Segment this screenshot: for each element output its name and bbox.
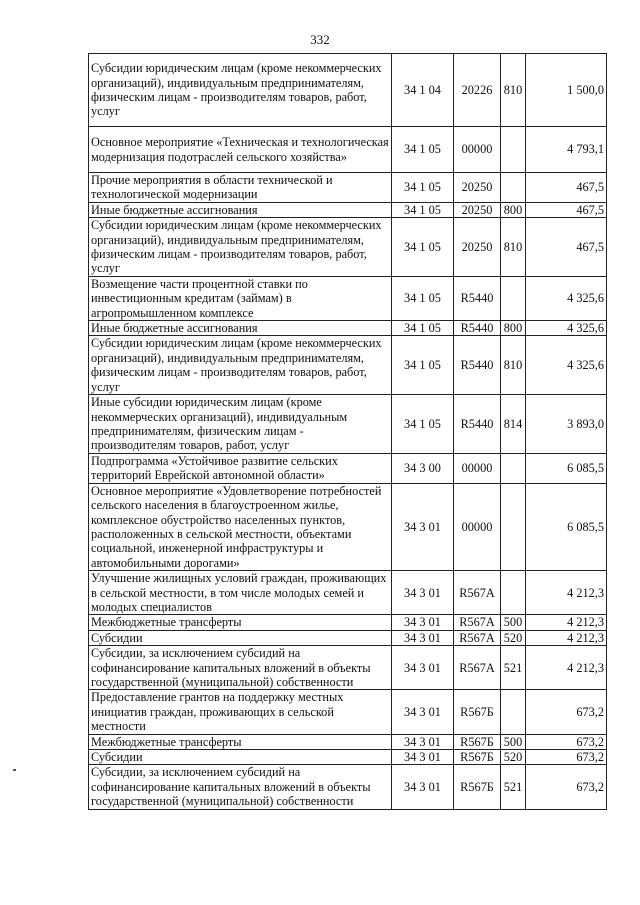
program-code-cell: 34 1 04 bbox=[392, 54, 454, 127]
expense-type-cell: 520 bbox=[501, 630, 526, 645]
amount-cell: 4 325,6 bbox=[526, 321, 607, 336]
program-code-cell: 34 1 05 bbox=[392, 395, 454, 454]
amount-cell: 4 212,3 bbox=[526, 630, 607, 645]
expense-type-cell: 521 bbox=[501, 646, 526, 690]
direction-code-cell: R567A bbox=[454, 646, 501, 690]
expense-type-cell: 810 bbox=[501, 218, 526, 277]
row-name-cell: Иные бюджетные ассигнования bbox=[89, 202, 392, 217]
table-row bbox=[89, 127, 607, 173]
direction-code-cell: R5440 bbox=[454, 395, 501, 454]
expense-type-cell: 800 bbox=[501, 202, 526, 217]
expense-type-cell: 520 bbox=[501, 750, 526, 765]
row-name-cell: Предоставление грантов на поддержку местных инициатив граждан, проживающих в сельской местности bbox=[89, 690, 392, 734]
program-code-cell: 34 3 01 bbox=[392, 690, 454, 734]
direction-code-cell: R567Б bbox=[454, 750, 501, 765]
table-row bbox=[89, 218, 607, 277]
program-code-cell: 34 3 01 bbox=[392, 734, 454, 749]
amount-cell: 3 893,0 bbox=[526, 395, 607, 454]
page-number: 332 bbox=[310, 32, 330, 47]
table-row bbox=[89, 276, 607, 320]
expense-type-cell bbox=[501, 276, 526, 320]
direction-code-cell: R567Б bbox=[454, 734, 501, 749]
amount-cell: 4 212,3 bbox=[526, 646, 607, 690]
table-row bbox=[89, 630, 607, 645]
program-code-cell: 34 1 05 bbox=[392, 321, 454, 336]
row-name-cell: Межбюджетные трансферты bbox=[89, 734, 392, 749]
row-name-cell: Иные субсидии юридическим лицам (кроме некоммерческих организаций), индивидуальным предпринимателям, физическим лицам - производителям товаров, работ, услуг bbox=[89, 395, 392, 454]
amount-cell: 1 500,0 bbox=[526, 54, 607, 127]
amount-cell: 673,2 bbox=[526, 734, 607, 749]
direction-code-cell: 00000 bbox=[454, 453, 501, 483]
expense-type-cell: 814 bbox=[501, 395, 526, 454]
program-code-cell: 34 1 05 bbox=[392, 336, 454, 395]
row-name-cell: Подпрограмма «Устойчивое развитие сельских территорий Еврейской автономной области» bbox=[89, 453, 392, 483]
table-row bbox=[89, 571, 607, 615]
direction-code-cell: R5440 bbox=[454, 336, 501, 395]
amount-cell: 673,2 bbox=[526, 765, 607, 809]
amount-cell: 6 085,5 bbox=[526, 483, 607, 570]
program-code-cell: 34 3 01 bbox=[392, 630, 454, 645]
table-row bbox=[89, 690, 607, 734]
amount-cell: 4 212,3 bbox=[526, 571, 607, 615]
amount-cell: 4 325,6 bbox=[526, 276, 607, 320]
table-row bbox=[89, 202, 607, 217]
amount-cell: 4 793,1 bbox=[526, 127, 607, 173]
direction-code-cell: R567Б bbox=[454, 765, 501, 809]
program-code-cell: 34 1 05 bbox=[392, 127, 454, 173]
expense-type-cell bbox=[501, 571, 526, 615]
program-code-cell: 34 3 01 bbox=[392, 483, 454, 570]
direction-code-cell: 20250 bbox=[454, 173, 501, 203]
program-code-cell: 34 3 01 bbox=[392, 765, 454, 809]
row-name-cell: Основное мероприятие «Удовлетворение потребностей сельского населения в благоустроенном жилье, комплексное обустройство населенных пунктов, расположенных в сельской местности, объектами социальной, инженерной инфраструктуры и автомобильными дорогами» bbox=[89, 483, 392, 570]
expense-type-cell bbox=[501, 173, 526, 203]
expense-type-cell: 810 bbox=[501, 54, 526, 127]
table-row bbox=[89, 54, 607, 127]
table-row bbox=[89, 483, 607, 570]
budget-table bbox=[88, 53, 607, 810]
direction-code-cell: R567A bbox=[454, 615, 501, 630]
expense-type-cell: 500 bbox=[501, 615, 526, 630]
table-row bbox=[89, 646, 607, 690]
expense-type-cell: 500 bbox=[501, 734, 526, 749]
amount-cell: 467,5 bbox=[526, 173, 607, 203]
direction-code-cell: R5440 bbox=[454, 321, 501, 336]
program-code-cell: 34 1 05 bbox=[392, 218, 454, 277]
row-name-cell: Субсидии, за исключением субсидий на софинансирование капитальных вложений в объекты государственной (муниципальной) собственности bbox=[89, 646, 392, 690]
row-name-cell: Возмещение части процентной ставки по инвестиционным кредитам (займам) в агропромышленном комплексе bbox=[89, 276, 392, 320]
table-row bbox=[89, 615, 607, 630]
direction-code-cell: R567Б bbox=[454, 690, 501, 734]
expense-type-cell: 521 bbox=[501, 765, 526, 809]
program-code-cell: 34 1 05 bbox=[392, 202, 454, 217]
table-row bbox=[89, 173, 607, 203]
table-row bbox=[89, 765, 607, 809]
direction-code-cell: 00000 bbox=[454, 127, 501, 173]
expense-type-cell bbox=[501, 483, 526, 570]
program-code-cell: 34 3 01 bbox=[392, 615, 454, 630]
program-code-cell: 34 3 00 bbox=[392, 453, 454, 483]
direction-code-cell: R5440 bbox=[454, 276, 501, 320]
amount-cell: 467,5 bbox=[526, 218, 607, 277]
direction-code-cell: 20226 bbox=[454, 54, 501, 127]
program-code-cell: 34 1 05 bbox=[392, 173, 454, 203]
table-row bbox=[89, 734, 607, 749]
row-name-cell: Прочие мероприятия в области технической и технологической модернизации bbox=[89, 173, 392, 203]
amount-cell: 6 085,5 bbox=[526, 453, 607, 483]
row-name-cell: Межбюджетные трансферты bbox=[89, 615, 392, 630]
program-code-cell: 34 3 01 bbox=[392, 646, 454, 690]
row-name-cell: Субсидии, за исключением субсидий на софинансирование капитальных вложений в объекты государственной (муниципальной) собственности bbox=[89, 765, 392, 809]
amount-cell: 467,5 bbox=[526, 202, 607, 217]
direction-code-cell: 00000 bbox=[454, 483, 501, 570]
row-name-cell: Основное мероприятие «Техническая и технологическая модернизация подотраслей сельского хозяйства» bbox=[89, 127, 392, 173]
amount-cell: 673,2 bbox=[526, 750, 607, 765]
amount-cell: 673,2 bbox=[526, 690, 607, 734]
table-row bbox=[89, 395, 607, 454]
expense-type-cell bbox=[501, 453, 526, 483]
amount-cell: 4 212,3 bbox=[526, 615, 607, 630]
direction-code-cell: R567A bbox=[454, 571, 501, 615]
amount-cell: 4 325,6 bbox=[526, 336, 607, 395]
scan-mark bbox=[13, 769, 16, 771]
expense-type-cell: 800 bbox=[501, 321, 526, 336]
row-name-cell: Субсидии юридическим лицам (кроме некоммерческих организаций), индивидуальным предпринимателям, физическим лицам - производителям товаров, работ, услуг bbox=[89, 218, 392, 277]
program-code-cell: 34 3 01 bbox=[392, 750, 454, 765]
program-code-cell: 34 1 05 bbox=[392, 276, 454, 320]
table-row bbox=[89, 321, 607, 336]
row-name-cell: Улучшение жилищных условий граждан, проживающих в сельской местности, в том числе молодых семей и молодых специалистов bbox=[89, 571, 392, 615]
row-name-cell: Иные бюджетные ассигнования bbox=[89, 321, 392, 336]
row-name-cell: Субсидии bbox=[89, 630, 392, 645]
row-name-cell: Субсидии bbox=[89, 750, 392, 765]
row-name-cell: Субсидии юридическим лицам (кроме некоммерческих организаций), индивидуальным предпринимателям, физическим лицам - производителям товаров, работ, услуг bbox=[89, 336, 392, 395]
direction-code-cell: R567A bbox=[454, 630, 501, 645]
program-code-cell: 34 3 01 bbox=[392, 571, 454, 615]
table-row bbox=[89, 336, 607, 395]
direction-code-cell: 20250 bbox=[454, 202, 501, 217]
expense-type-cell bbox=[501, 690, 526, 734]
row-name-cell: Субсидии юридическим лицам (кроме некоммерческих организаций), индивидуальным предпринимателям, физическим лицам - производителям товаров, работ, услуг bbox=[89, 54, 392, 127]
direction-code-cell: 20250 bbox=[454, 218, 501, 277]
table-row bbox=[89, 750, 607, 765]
expense-type-cell bbox=[501, 127, 526, 173]
table-row bbox=[89, 453, 607, 483]
expense-type-cell: 810 bbox=[501, 336, 526, 395]
budget-table-body bbox=[89, 54, 607, 810]
